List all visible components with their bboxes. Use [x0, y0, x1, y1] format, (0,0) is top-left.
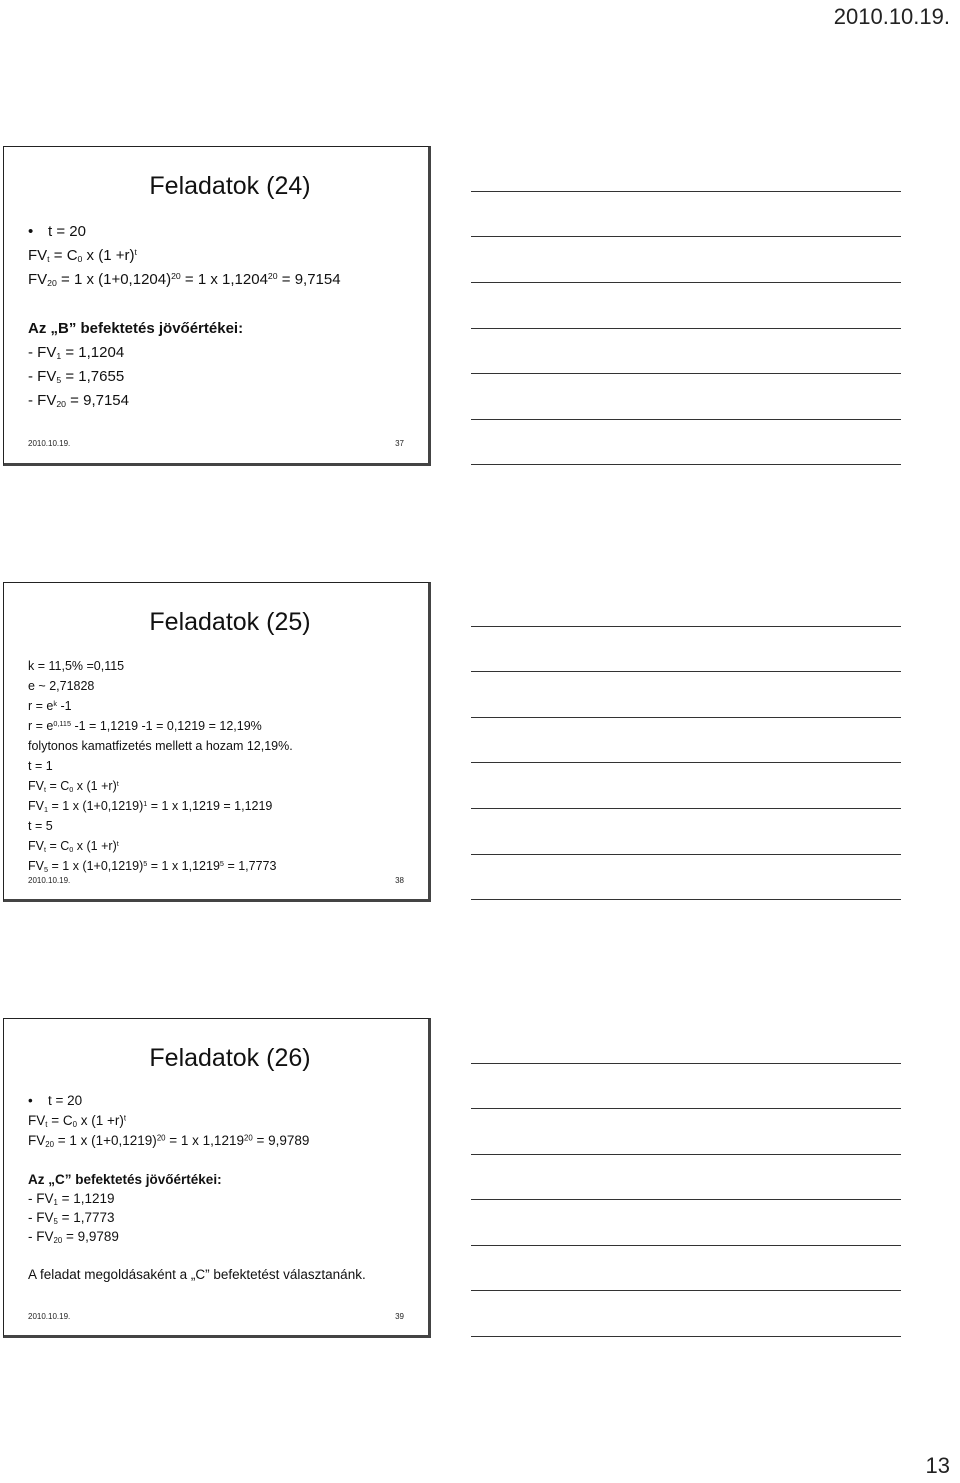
- t-line: • t = 20: [28, 1093, 83, 1108]
- fv5-calc: $FV_5 = 1$ x $(1+0,1219)^5 = 1$ x $1,1219^5 = 1,7773$: [28, 859, 277, 874]
- value-fv5: - $FV_5 = 1,7773$: [28, 1210, 115, 1226]
- slide-number: 38: [395, 876, 404, 885]
- note-line: [471, 1154, 901, 1155]
- conclusion: A feladat megoldásaként a „C” befektetést választanánk.: [28, 1267, 366, 1282]
- slide-37: [3, 146, 431, 466]
- note-line: [471, 1199, 901, 1200]
- footer-date: 2010.10.19.: [28, 439, 71, 448]
- note-line: [471, 373, 901, 374]
- folytonos-line: folytonos kamatfizetés mellett a hozam 12,19%.: [28, 739, 293, 753]
- r-calc: $r = e^{0,115}$ -1 = 1,1219 -1 = 0,1219 = 12,19%: [28, 719, 262, 733]
- k-line: k = 11,5% =0,115: [28, 659, 125, 673]
- value-fv20: - $FV_{20} = 9,7154$: [28, 392, 129, 410]
- footer-date: 2010.10.19.: [28, 1312, 71, 1321]
- bullet: •: [28, 223, 34, 240]
- note-line: [471, 671, 901, 672]
- note-line: [471, 1063, 901, 1064]
- note-line: [471, 808, 901, 809]
- fv-formula-2: $FV_t = C_0$ x $(1 +r)^t$: [28, 839, 119, 854]
- slide-title: Feladatok (26): [149, 1044, 311, 1072]
- value-fv5: - $FV_5 = 1,7655$: [28, 368, 125, 386]
- slide-footer: [28, 876, 404, 885]
- slide-number: 39: [395, 1312, 404, 1321]
- slide-title: Feladatok (25): [149, 608, 311, 636]
- note-line: [471, 236, 901, 237]
- r-formula: $r = e^k$ -1: [28, 699, 72, 713]
- page-number: 13: [925, 1453, 950, 1478]
- note-line: [471, 1290, 901, 1291]
- slide-footer: [28, 439, 404, 448]
- note-line: [471, 854, 901, 855]
- note-line: [471, 419, 901, 420]
- value-fv1: - $FV_1 = 1,1219$: [28, 1191, 115, 1207]
- e-line: e ~ 2,71828: [28, 679, 95, 693]
- note-line: [471, 899, 901, 900]
- t5-line: t = 5: [28, 819, 53, 833]
- fv-formula: $FV_t = C_0$ x $(1 +r)^t$: [28, 779, 119, 794]
- values-heading: Az „C” befektetés jövőértékei:: [28, 1172, 222, 1187]
- value-fv1: - $FV_1 = 1,1204$: [28, 344, 125, 362]
- footer-date: 2010.10.19.: [28, 876, 71, 885]
- slide-footer: [28, 1312, 404, 1321]
- note-line: [471, 1336, 901, 1337]
- t-line: • t = 20: [28, 223, 86, 240]
- note-line: [471, 626, 901, 627]
- note-line: [471, 328, 901, 329]
- fv20-calc: $FV_{20} = 1$ x $(1+0,1204)^{20} = 1$ x $1,1204^{20} = 9,7154$: [28, 271, 341, 289]
- note-line: [471, 762, 901, 763]
- note-line: [471, 717, 901, 718]
- note-line: [471, 282, 901, 283]
- note-line: [471, 191, 901, 192]
- t1-line: t = 1: [28, 759, 53, 773]
- bullet: •: [28, 1093, 33, 1108]
- values-heading: Az „B” befektetés jövőértékei:: [28, 320, 244, 337]
- note-line: [471, 464, 901, 465]
- fv20-calc: $FV_{20} = 1$ x $(1+0,1219)^{20} = 1$ x $1,1219^{20} = 9,9789$: [28, 1133, 310, 1149]
- slide-38: [3, 582, 431, 902]
- note-line: [471, 1245, 901, 1246]
- fv-formula: $FV_t = C_0$ x $(1 +r)^t$: [28, 1113, 127, 1129]
- value-fv20: - $FV_{20} = 9,9789$: [28, 1229, 119, 1245]
- slide-number: 37: [395, 439, 404, 448]
- slide-title: Feladatok (24): [149, 172, 311, 200]
- note-line: [471, 1108, 901, 1109]
- slide-39: [3, 1018, 431, 1338]
- fv-formula: $FV_t = C_0$ x $(1 +r)^t$: [28, 247, 137, 265]
- page-date: 2010.10.19.: [833, 4, 950, 29]
- fv1-calc: $FV_1 = 1$ x $(1+0,1219)^1 = 1$ x 1,1219 = 1,1219: [28, 799, 273, 814]
